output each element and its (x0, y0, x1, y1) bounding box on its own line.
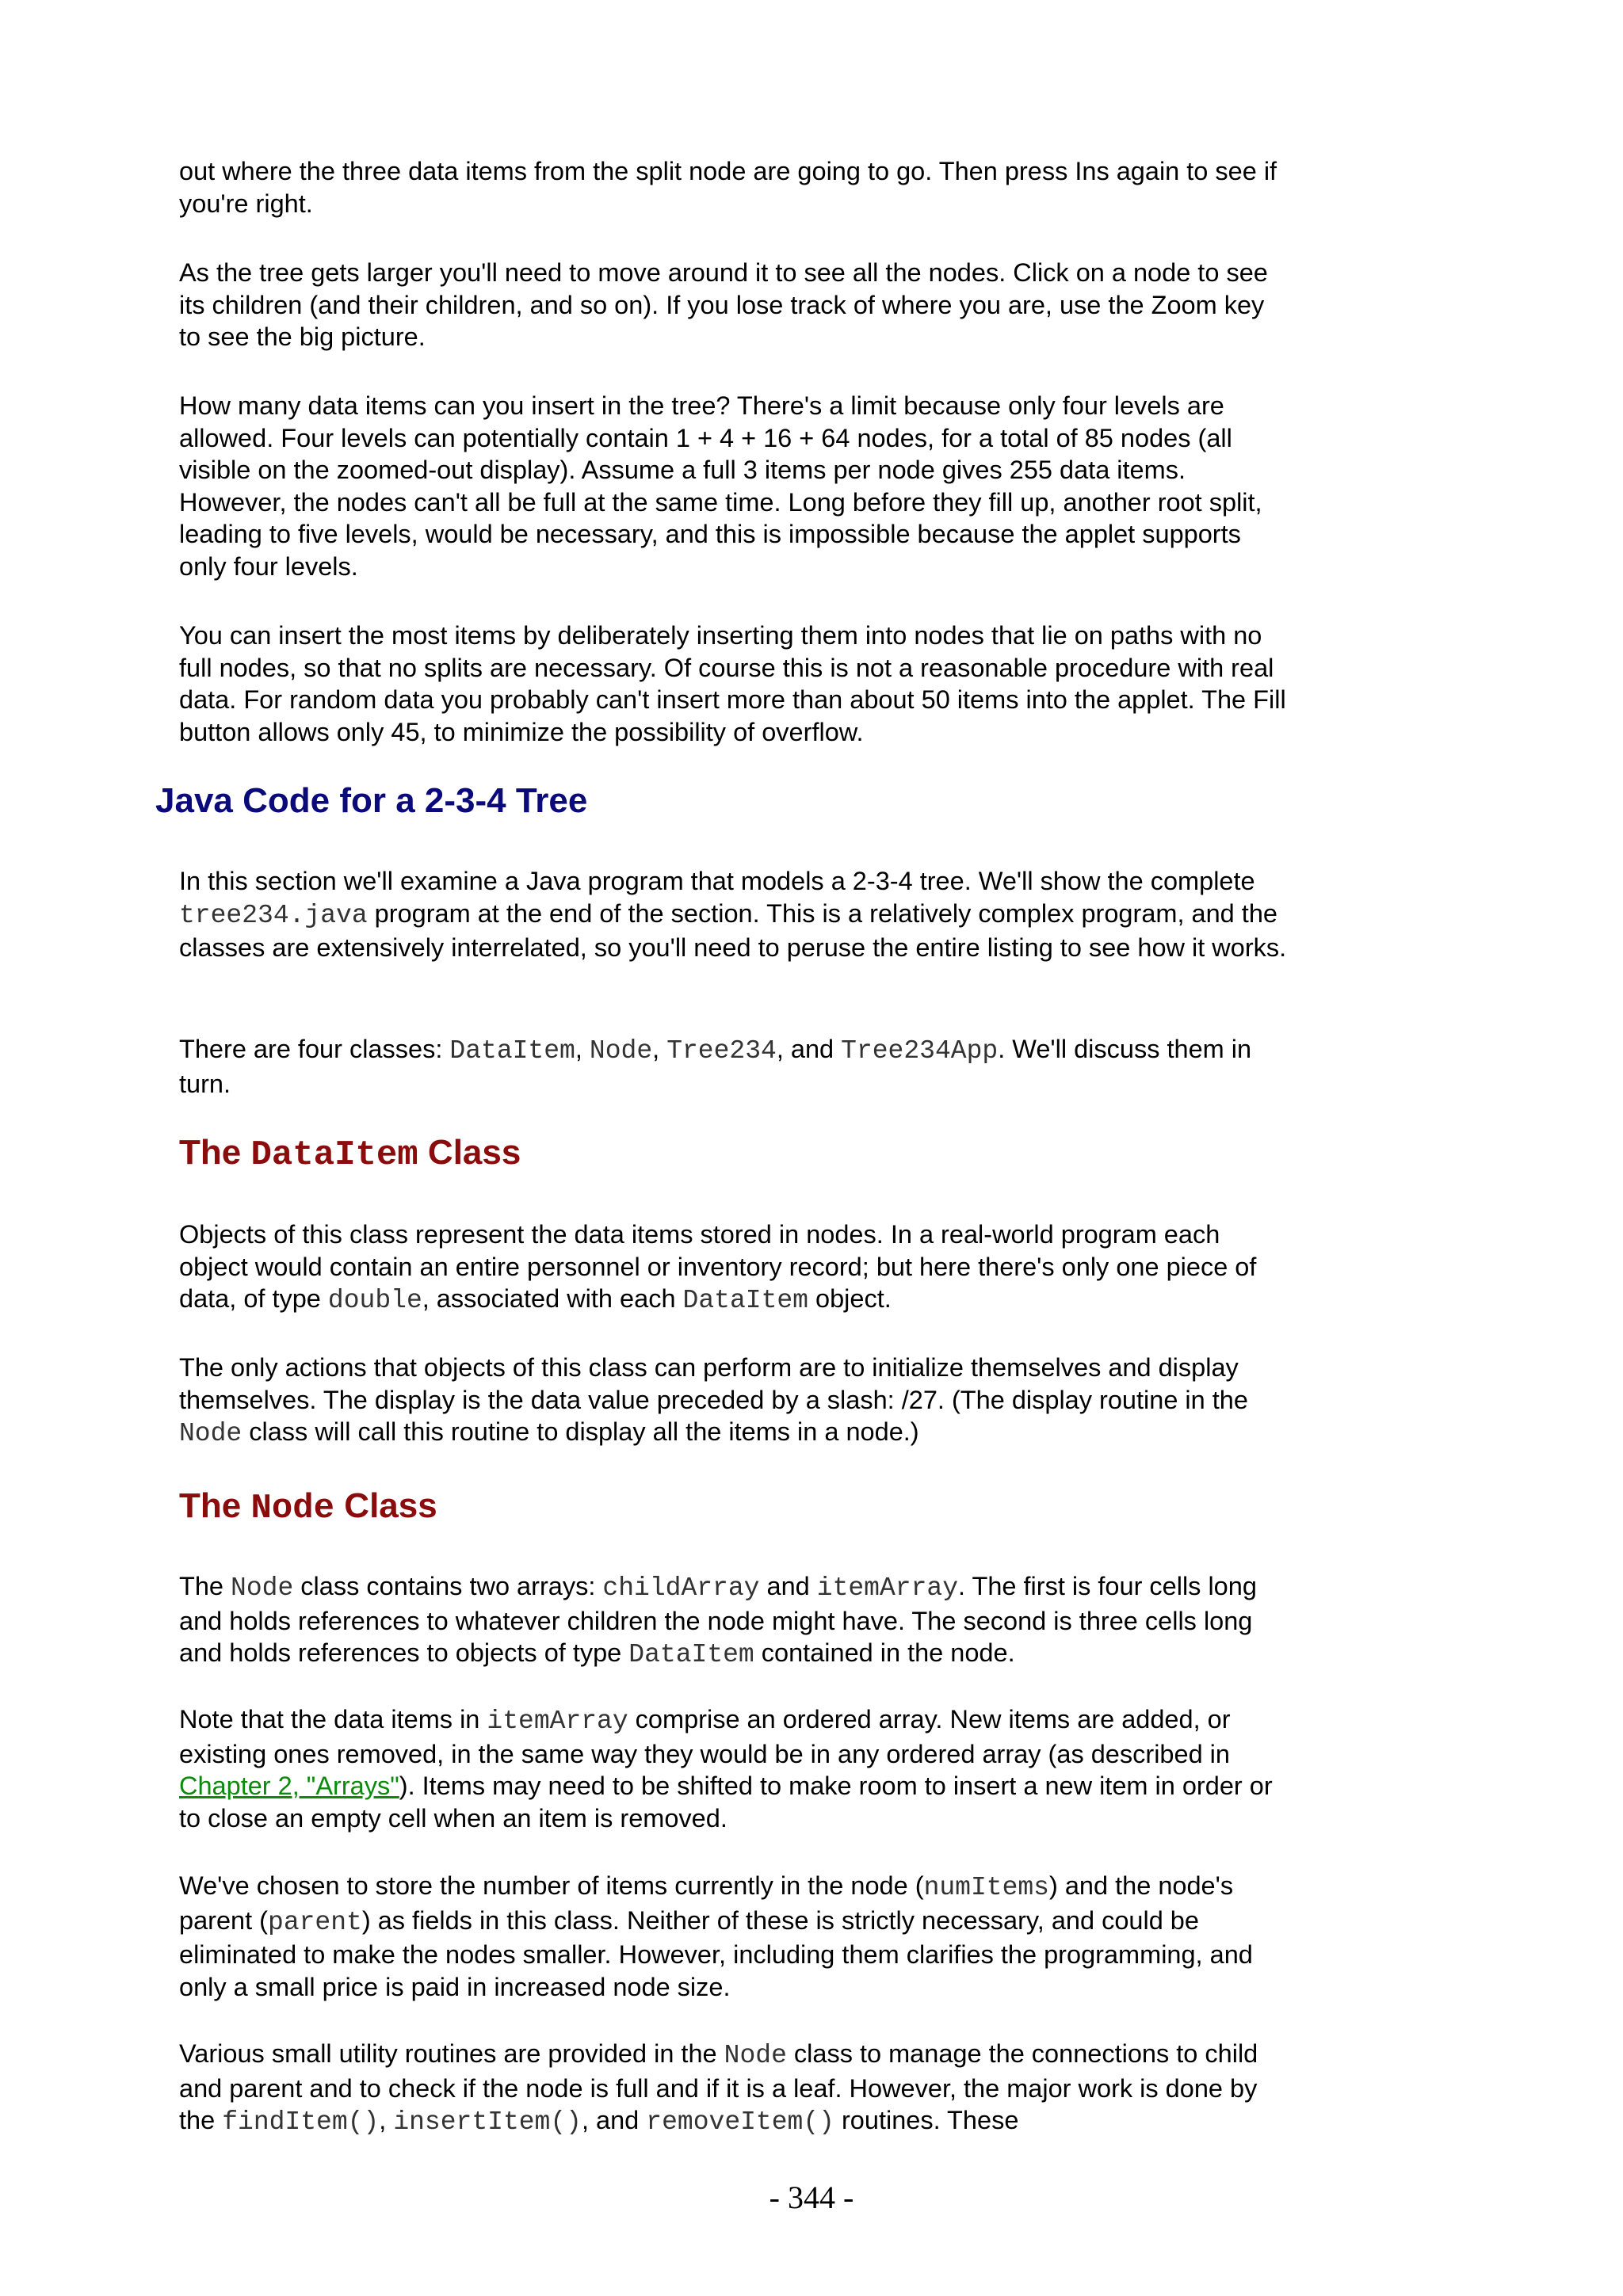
paragraph-section-intro: In this section we'll examine a Java program that models a 2-3-4 tree. We'll show the complete tree234.java program at the end of the section. This is a relatively complex program, and the classes are extensively interrelated, so you'll need to peruse the entire listing to see how it works. (179, 867, 1287, 962)
paragraph-insert-most: You can insert the most items by deliberately inserting them into nodes that lie on paths with no full nodes, so that no splits are necessary. Of course this is not a reasonable procedure with real data. For random data you probably can't insert more than about 50 items into the applet. The Fill button allows only 45, to minimize the possibility of overflow. (179, 621, 1286, 746)
code-node: Node (231, 1573, 294, 1603)
paragraph-dataitem-objects: Objects of this class represent the data items stored in nodes. In a real-world program each object would contain an entire personnel or inventory record; but here there's only one piece of data, of type double, associated with each DataItem object. (179, 1220, 1257, 1315)
chapter-2-arrays-link[interactable]: Chapter 2, "Arrays" (179, 1772, 399, 1800)
code-removeitem: removeItem() (646, 2107, 834, 2137)
code-itemarray: itemArray (487, 1707, 628, 1736)
paragraph-ordered-array: Note that the data items in itemArray comprise an ordered array. New items are added, or existing ones removed, in the same way they would be in any ordered array (as described in Chapter 2, "Arrays"). Items may need to be shifted to make room to insert a new item in order or to close an empty cell when an item is removed. (179, 1705, 1273, 1833)
paragraph-four-classes: There are four classes: DataItem, Node, Tree234, and Tree234App. We'll discuss them in turn. (179, 1035, 1252, 1098)
paragraph-dataitem-actions: The only actions that objects of this class can perform are to initialize themselves and display themselves. The display is the data value preceded by a slash: /27. (The display routine in the Node class will call this routine to display all the items in a node.) (179, 1353, 1248, 1448)
code-childarray: childArray (602, 1573, 760, 1603)
code-itemarray: itemArray (816, 1573, 958, 1603)
code-numitems: numItems (923, 1873, 1049, 1902)
heading-dataitem-class: The DataItem Class (179, 1133, 521, 1175)
code-tree234app: Tree234App (841, 1036, 999, 1066)
code-node: Node (724, 2041, 787, 2070)
paragraph-node-fields: We've chosen to store the number of items currently in the node (numItems) and the node's parent (parent) as fields in this class. Neither of these is strictly necessary, and could be eliminated to make the nodes smaller. However, including them clarifies the programming, and only a small price is paid in increased node size. (179, 1871, 1253, 2001)
paragraph-utility-routines: Various small utility routines are provided in the Node class to manage the connections to child and parent and to check if the node is full and if it is a leaf. However, the major work is done by the findItem(), insertItem(), and removeItem() routines. These (179, 2039, 1258, 2137)
code-finditem: findItem() (222, 2107, 380, 2137)
paragraph-node-arrays: The Node class contains two arrays: childArray and itemArray. The first is four cells long and holds references to whatever children the node might have. The second is three cells long and holds references to objects of type DataItem contained in the node. (179, 1572, 1257, 1669)
code-dataitem: DataItem (682, 1286, 808, 1315)
code-dataitem: DataItem (628, 1640, 754, 1669)
code-parent: parent (268, 1907, 362, 1937)
code-dataitem: DataItem (449, 1036, 575, 1066)
code-double: double (327, 1286, 422, 1315)
code-node: Node (179, 1419, 242, 1448)
paragraph-capacity: How many data items can you insert in the tree? There's a limit because only four levels are allowed. Four levels can potentially contain 1 + 4 + 16 + 64 nodes, for a total of 85 nodes (all visible on the zoomed-out display). Assume a full 3 items per node gives 255 data items. However, the nodes can't all be full at the same time. Long before they fill up, another root split, leading to five levels, would be necessary, and this is impossible because the applet supports only four levels. (179, 391, 1262, 581)
page-number: - 344 - (769, 2180, 854, 2215)
heading-java-code: Java Code for a 2-3-4 Tree (155, 781, 588, 820)
paragraph-navigation: As the tree gets larger you'll need to move around it to see all the nodes. Click on a node to see its children (and their children, and so on). If you lose track of where you are, use the Zoom key to see the big picture. (179, 258, 1268, 351)
code-tree234: Tree234 (666, 1036, 777, 1066)
paragraph-split-node: out where the three data items from the split node are going to go. Then press Ins again to see if you're right. (179, 157, 1277, 218)
heading-node-class: The Node Class (179, 1486, 437, 1528)
code-node: Node (589, 1036, 653, 1066)
code-insertitem: insertItem() (393, 2107, 582, 2137)
code-tree234-java: tree234.java (179, 900, 368, 930)
